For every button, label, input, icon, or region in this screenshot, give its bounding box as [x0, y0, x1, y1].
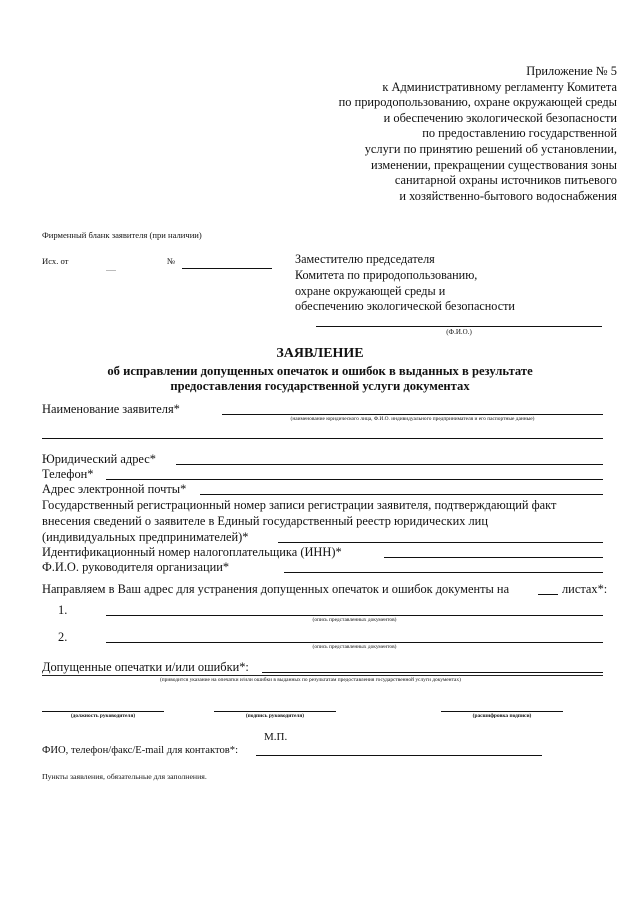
appendix-line: к Административному регламенту Комитета — [382, 79, 617, 94]
email-label: Адрес электронной почты* — [42, 482, 187, 496]
sheets-label: листах*: — [562, 582, 608, 596]
document-subtitle-line2: предоставления государственной услуги документах — [170, 379, 470, 393]
recipient-line: Заместителю председателя — [295, 252, 435, 266]
applicant-name-input-line[interactable] — [222, 414, 603, 415]
stamp-label: М.П. — [264, 731, 288, 743]
appendix-line: санитарной охраны источников питьевого — [394, 173, 617, 188]
legal-address-label: Юридический адрес* — [42, 452, 156, 466]
ogrn-label-line3: (индивидуальных предпринимателей)* — [42, 530, 249, 544]
ogrn-label-line1: Государственный регистрационный номер записи регистрации заявителя, подтверждающий факт — [42, 498, 557, 512]
signature-line[interactable] — [214, 711, 336, 712]
appendix-line: изменении, прекращении существования зоны — [371, 157, 617, 172]
errors-label: Допущенные опечатки и/или ошибки*: — [42, 660, 249, 674]
errors-input-line[interactable] — [262, 672, 603, 673]
appendix-line: по природопользованию, охране окружающей среды — [338, 95, 617, 110]
director-label: Ф.И.О. руководителя организации* — [42, 560, 230, 574]
document-title: ЗАЯВЛЕНИЕ — [276, 346, 364, 361]
recipient-block — [295, 252, 515, 315]
documents-intro: Направляем в Ваш адрес для устранения допущенных опечаток и ошибок документы на — [42, 582, 510, 596]
recipient-fio-caption: (Ф.И.О.) — [446, 328, 472, 336]
document-item-1-line[interactable] — [106, 615, 603, 616]
document-subtitle-line1: об исправлении допущенных опечаток и ошибок в выданных в результате — [107, 364, 533, 378]
recipient-line: охране окружающей среды и — [295, 283, 446, 298]
outgoing-date-label: Исх. от — [42, 256, 69, 266]
document-item-2-caption: (опись представленных документов) — [312, 644, 397, 650]
recipient-fio-line[interactable] — [316, 326, 602, 327]
applicant-name-caption: (наименование юридического лица, Ф.И.О. индивидуального предпринимателя и его паспортные данные) — [290, 416, 535, 422]
errors-separator — [42, 675, 603, 676]
sheets-count-line[interactable] — [538, 594, 558, 595]
signature-caption: (подпись руководителя) — [245, 713, 305, 719]
document-item-2-line[interactable] — [106, 642, 603, 643]
contacts-input-line[interactable] — [256, 755, 542, 756]
position-caption: (должность руководителя) — [70, 713, 136, 719]
outgoing-date-line[interactable] — [106, 270, 116, 271]
errors-caption: (приводится указание на опечатки и/или ошибки в выданных по результатам предоставления государственной услуги документах) — [160, 677, 461, 683]
ogrn-label-line2: внесения сведений о заявителе в Единый государственный реестр юридических лиц — [42, 514, 488, 528]
recipient-line: обеспечению экологической безопасности — [295, 299, 515, 314]
appendix-line: услуги по принятию решений об установлении, — [364, 141, 617, 156]
appendix-line: по предоставлению государственной — [422, 126, 617, 141]
document-item-1-caption: (опись представленных документов) — [312, 617, 397, 623]
phone-label: Телефон* — [42, 467, 94, 481]
inn-input-line[interactable] — [384, 557, 603, 558]
document-item-number: 2. — [58, 630, 68, 644]
email-input-line[interactable] — [200, 494, 603, 495]
legal-address-input-line[interactable] — [176, 464, 603, 465]
outgoing-number-label: № — [167, 256, 176, 266]
applicant-name-input-line-2[interactable] — [42, 438, 603, 439]
appendix-line: и хозяйственно-бытового водоснабжения — [399, 188, 617, 203]
position-line[interactable] — [42, 711, 164, 712]
ogrn-input-line[interactable] — [278, 542, 603, 543]
recipient-line: Комитета по природопользованию, — [295, 267, 478, 282]
document-item-number: 1. — [58, 603, 68, 617]
appendix-header — [339, 64, 617, 204]
appendix-line: и обеспечению экологической безопасности — [383, 110, 617, 125]
contacts-label: ФИО, телефон/факс/E-mail для контактов*: — [42, 745, 239, 756]
phone-input-line[interactable] — [106, 479, 603, 480]
inn-label: Идентификационный номер налогоплательщика (ИНН)* — [42, 545, 342, 559]
decode-caption: (расшифровка подписи) — [472, 713, 532, 719]
outgoing-number-line[interactable] — [182, 268, 272, 269]
decode-line[interactable] — [441, 711, 563, 712]
letterhead-label: Фирменный бланк заявителя (при наличии) — [42, 230, 202, 240]
applicant-name-label: Наименование заявителя* — [42, 402, 180, 416]
director-input-line[interactable] — [284, 572, 603, 573]
appendix-line: Приложение № 5 — [526, 64, 617, 78]
footnote: Пункты заявления, обязательные для заполнения. — [42, 772, 207, 781]
